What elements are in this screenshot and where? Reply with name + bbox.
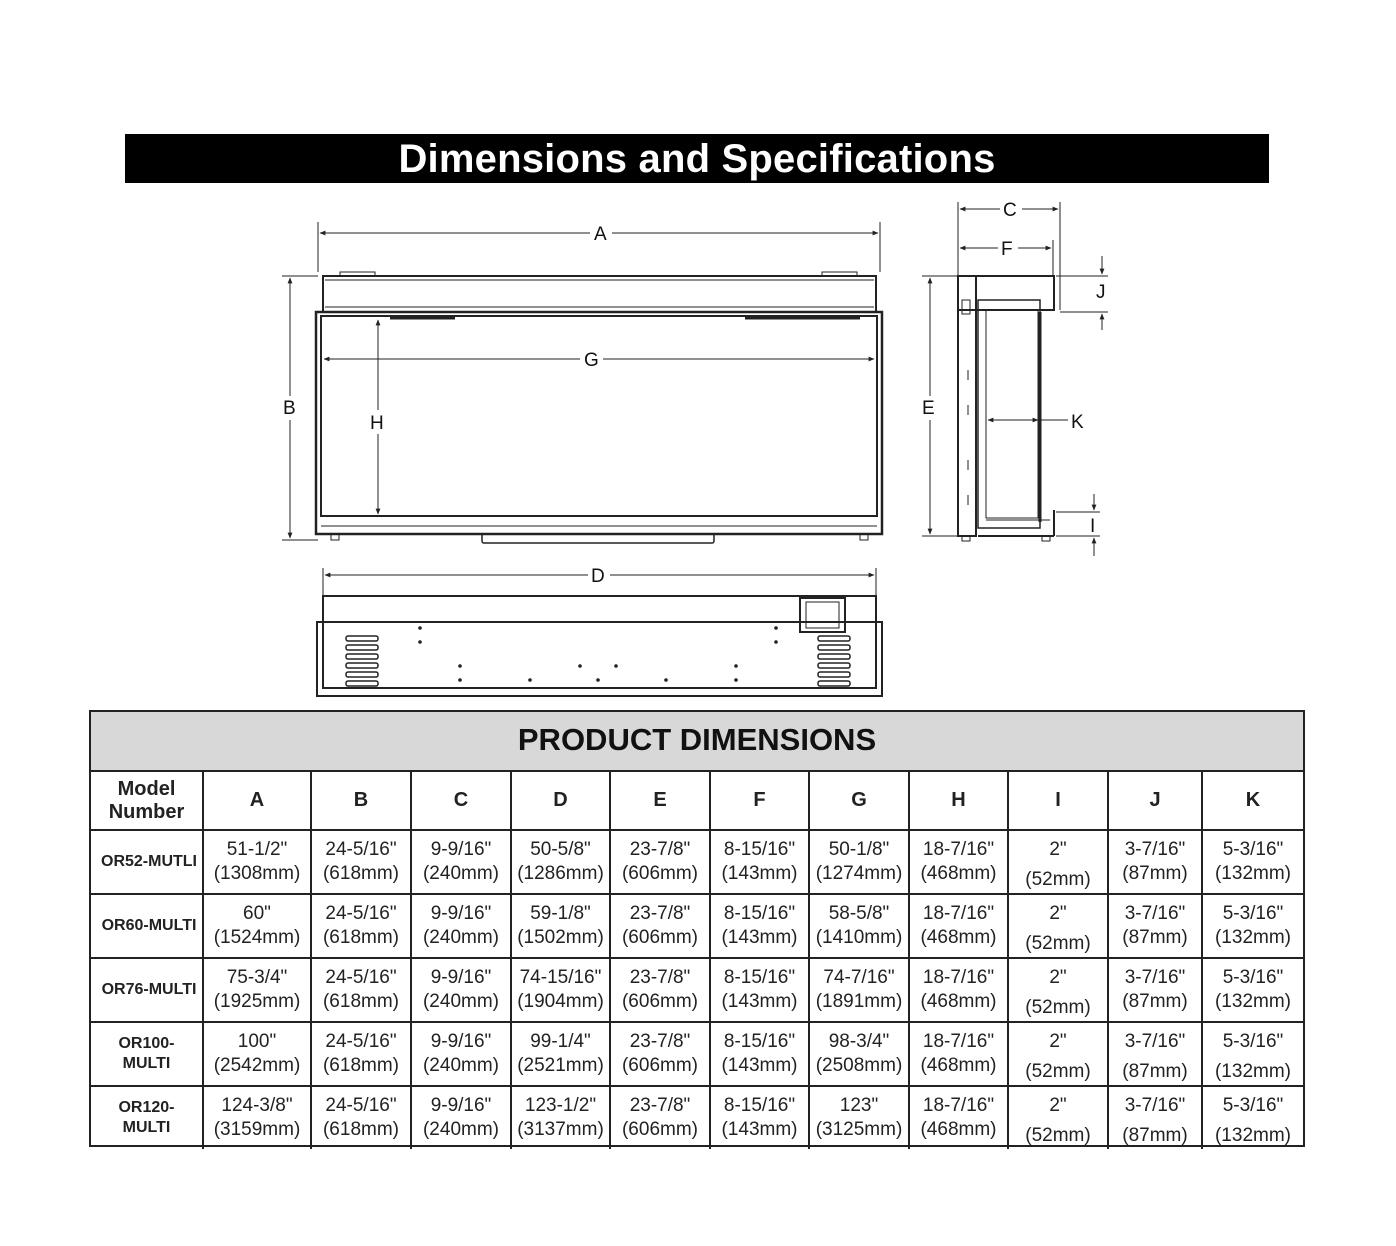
metric-value: (3159mm) (213, 1119, 301, 1140)
header-row (91, 772, 1303, 830)
metric-value: (240mm) (422, 927, 499, 948)
dim-cell-b (311, 958, 411, 1022)
imperial-value: 123" (839, 1095, 879, 1116)
dim-cell-b (311, 1086, 411, 1149)
dim-cell-c (411, 1086, 511, 1149)
imperial-value: 9-9/16" (430, 903, 492, 924)
imperial-value: 124-3/8" (221, 1095, 293, 1116)
metric-value: (468mm) (920, 1119, 997, 1140)
dim-cell-j (1108, 958, 1202, 1022)
dim-cell-f (710, 958, 809, 1022)
metric-value: (606mm) (621, 1119, 698, 1140)
imperial-value: 60" (243, 903, 271, 924)
imperial-value: 50-5/8" (530, 839, 591, 860)
metric-value: (143mm) (721, 927, 798, 948)
model-number-text: MULTI (122, 1055, 171, 1072)
header-number-line: Number (108, 800, 185, 823)
top-view-drawing (317, 568, 882, 696)
metric-value: (132mm) (1214, 863, 1291, 884)
dim-cell-b (311, 894, 411, 958)
imperial-value: 8-15/16" (723, 1031, 796, 1052)
dim-cell-d (511, 958, 610, 1022)
imperial-value: 74-7/16" (823, 967, 895, 988)
imperial-value: 59-1/8" (530, 903, 591, 924)
top-view-screws (418, 626, 778, 682)
dim-cell-a (203, 830, 311, 894)
imperial-value: 23-7/8" (629, 967, 691, 988)
dim-label-j: J (1096, 282, 1106, 303)
product-dimensions-table (89, 710, 1305, 1147)
metric-value: (87mm) (1122, 927, 1188, 948)
dim-cell-k (1202, 894, 1303, 958)
metric-value: (240mm) (422, 1119, 499, 1140)
table-title: PRODUCT DIMENSIONS (91, 712, 1303, 772)
model-number-cell (91, 894, 203, 958)
metric-value: (143mm) (721, 1055, 798, 1076)
metric-value: (3125mm) (815, 1119, 903, 1140)
imperial-value: 2" (1049, 1031, 1067, 1052)
imperial-value: 23-7/8" (629, 1095, 691, 1116)
header-model-line: Model (117, 777, 176, 800)
imperial-value: 18-7/16" (922, 1095, 995, 1116)
imperial-value: 18-7/16" (922, 903, 995, 924)
dim-cell-f (710, 1022, 809, 1086)
imperial-value: 18-7/16" (922, 967, 995, 988)
imperial-value: 24-5/16" (325, 1031, 397, 1052)
metric-value: (618mm) (322, 1119, 399, 1140)
imperial-value: 5-3/16" (1222, 903, 1284, 924)
metric-value: (606mm) (621, 1055, 698, 1076)
imperial-value: 8-15/16" (723, 839, 796, 860)
model-number-text: OR52-MUTLI (101, 853, 197, 870)
imperial-value: 8-15/16" (723, 967, 796, 988)
dim-cell-j (1108, 1086, 1202, 1149)
metric-value: (143mm) (721, 991, 798, 1012)
dim-label-e: E (922, 398, 935, 419)
imperial-value: 24-5/16" (325, 839, 397, 860)
model-number-text: OR76-MULTI (101, 981, 197, 998)
dim-cell-e (610, 958, 710, 1022)
imperial-value: 51-1/2" (226, 839, 288, 860)
dim-cell-j (1108, 1022, 1202, 1086)
dim-cell-g (809, 1022, 909, 1086)
imperial-value: 99-1/4" (530, 1031, 591, 1052)
metric-value: (618mm) (322, 927, 399, 948)
imperial-value: 9-9/16" (430, 1031, 492, 1052)
imperial-value: 3-7/16" (1124, 967, 1186, 988)
metric-value: (52mm) (1025, 869, 1091, 890)
model-number-cell (91, 830, 203, 894)
dim-cell-a (203, 1022, 311, 1086)
header-col-k: K (1202, 772, 1303, 830)
metric-value: (618mm) (322, 1055, 399, 1076)
metric-value: (143mm) (721, 863, 798, 884)
imperial-value: 9-9/16" (430, 1095, 492, 1116)
metric-value: (87mm) (1122, 1061, 1188, 1082)
metric-value: (240mm) (422, 1055, 499, 1076)
dim-cell-d (511, 830, 610, 894)
header-col-c: C (411, 772, 511, 830)
dim-cell-c (411, 830, 511, 894)
imperial-value: 23-7/8" (629, 839, 691, 860)
metric-value: (3137mm) (517, 1119, 604, 1140)
dim-cell-h (909, 830, 1008, 894)
dim-cell-h (909, 1086, 1008, 1149)
dim-cell-e (610, 830, 710, 894)
table-row (91, 1086, 1303, 1149)
header-col-f: F (710, 772, 809, 830)
imperial-value: 8-15/16" (723, 903, 796, 924)
dim-cell-k (1202, 1022, 1303, 1086)
banner-title: Dimensions and Specifications (125, 134, 1269, 183)
metric-value: (87mm) (1122, 991, 1188, 1012)
dim-cell-a (203, 894, 311, 958)
dim-cell-e (610, 1022, 710, 1086)
side-view-drawing (922, 202, 1108, 556)
metric-value: (618mm) (322, 991, 399, 1012)
metric-value: (87mm) (1122, 1125, 1188, 1146)
imperial-value: 3-7/16" (1124, 903, 1186, 924)
dim-cell-h (909, 1022, 1008, 1086)
dim-cell-d (511, 1086, 610, 1149)
metric-value: (2521mm) (517, 1055, 604, 1076)
dim-cell-g (809, 958, 909, 1022)
table-row (91, 894, 1303, 958)
metric-value: (606mm) (621, 927, 698, 948)
dim-label-i: I (1090, 516, 1096, 537)
header-col-a: A (203, 772, 311, 830)
metric-value: (1904mm) (517, 991, 604, 1012)
header-col-i: I (1008, 772, 1108, 830)
metric-value: (52mm) (1025, 933, 1091, 954)
header-col-h: H (909, 772, 1008, 830)
metric-value: (132mm) (1214, 1125, 1291, 1146)
dim-cell-i (1008, 830, 1108, 894)
metric-value: (132mm) (1214, 991, 1291, 1012)
imperial-value: 50-1/8" (828, 839, 890, 860)
dim-cell-k (1202, 830, 1303, 894)
imperial-value: 2" (1049, 903, 1067, 924)
imperial-value: 18-7/16" (922, 839, 995, 860)
imperial-value: 98-3/4" (828, 1031, 890, 1052)
metric-value: (468mm) (920, 927, 997, 948)
dim-cell-c (411, 1022, 511, 1086)
metric-value: (468mm) (920, 1055, 997, 1076)
dim-cell-g (809, 894, 909, 958)
dim-cell-f (710, 1086, 809, 1149)
dim-cell-h (909, 958, 1008, 1022)
model-number-cell (91, 1022, 203, 1086)
dim-cell-h (909, 894, 1008, 958)
header-col-g: G (809, 772, 909, 830)
dim-cell-e (610, 894, 710, 958)
dim-label-a: A (594, 224, 607, 245)
dim-label-f: F (1001, 239, 1013, 260)
dimensions-grid (91, 772, 1303, 1149)
dim-label-k: K (1071, 412, 1084, 433)
dim-cell-i (1008, 958, 1108, 1022)
imperial-value: 5-3/16" (1222, 967, 1284, 988)
imperial-value: 3-7/16" (1124, 839, 1186, 860)
imperial-value: 9-9/16" (430, 839, 492, 860)
metric-value: (1274mm) (815, 863, 903, 884)
dim-cell-j (1108, 894, 1202, 958)
header-col-j: J (1108, 772, 1202, 830)
model-number-text: OR100- (118, 1035, 175, 1052)
imperial-value: 9-9/16" (430, 967, 492, 988)
metric-value: (606mm) (621, 991, 698, 1012)
model-number-text: MULTI (122, 1119, 171, 1136)
dim-cell-b (311, 830, 411, 894)
dim-cell-c (411, 958, 511, 1022)
metric-value: (1502mm) (517, 927, 604, 948)
metric-value: (1308mm) (213, 863, 301, 884)
metric-value: (240mm) (422, 991, 499, 1012)
header-col-e: E (610, 772, 710, 830)
imperial-value: 24-5/16" (325, 967, 397, 988)
imperial-value: 58-5/8" (828, 903, 890, 924)
model-number-text: OR120- (118, 1099, 175, 1116)
header-col-b: B (311, 772, 411, 830)
metric-value: (1925mm) (213, 991, 301, 1012)
dim-cell-f (710, 830, 809, 894)
metric-value: (143mm) (721, 1119, 798, 1140)
metric-value: (52mm) (1025, 1061, 1091, 1082)
dim-cell-b (311, 1022, 411, 1086)
imperial-value: 18-7/16" (922, 1031, 995, 1052)
dim-label-h: H (370, 413, 384, 434)
dim-cell-g (809, 830, 909, 894)
dim-cell-e (610, 1086, 710, 1149)
metric-value: (1524mm) (213, 927, 301, 948)
dim-label-c: C (1003, 200, 1017, 221)
imperial-value: 5-3/16" (1222, 839, 1284, 860)
metric-value: (606mm) (621, 863, 698, 884)
dim-cell-d (511, 1022, 610, 1086)
table-row (91, 1022, 1303, 1086)
header-col-d: D (511, 772, 610, 830)
dim-cell-a (203, 1086, 311, 1149)
imperial-value: 24-5/16" (325, 1095, 397, 1116)
table-row (91, 958, 1303, 1022)
metric-value: (52mm) (1025, 1125, 1091, 1146)
dim-cell-f (710, 894, 809, 958)
imperial-value: 8-15/16" (723, 1095, 796, 1116)
dim-cell-c (411, 894, 511, 958)
imperial-value: 75-3/4" (226, 967, 288, 988)
imperial-value: 2" (1049, 839, 1067, 860)
dim-cell-i (1008, 894, 1108, 958)
metric-value: (618mm) (322, 863, 399, 884)
imperial-value: 3-7/16" (1124, 1095, 1186, 1116)
dim-label-b: B (283, 398, 296, 419)
metric-value: (1410mm) (815, 927, 903, 948)
dim-cell-i (1008, 1086, 1108, 1149)
imperial-value: 23-7/8" (629, 1031, 691, 1052)
metric-value: (52mm) (1025, 997, 1091, 1018)
imperial-value: 2" (1049, 1095, 1067, 1116)
metric-value: (1286mm) (517, 863, 604, 884)
metric-value: (2508mm) (815, 1055, 903, 1076)
imperial-value: 74-15/16" (519, 967, 602, 988)
imperial-value: 2" (1049, 967, 1067, 988)
imperial-value: 100" (237, 1031, 277, 1052)
metric-value: (240mm) (422, 863, 499, 884)
dim-cell-k (1202, 958, 1303, 1022)
front-view-drawing (282, 222, 882, 543)
dim-cell-j (1108, 830, 1202, 894)
model-number-cell (91, 1086, 203, 1149)
dim-label-d: D (591, 566, 605, 587)
dim-label-g: G (584, 350, 599, 371)
metric-value: (2542mm) (213, 1055, 301, 1076)
imperial-value: 5-3/16" (1222, 1095, 1284, 1116)
dim-cell-a (203, 958, 311, 1022)
imperial-value: 3-7/16" (1124, 1031, 1186, 1052)
dim-cell-g (809, 1086, 909, 1149)
metric-value: (87mm) (1122, 863, 1188, 884)
metric-value: (1891mm) (815, 991, 903, 1012)
imperial-value: 24-5/16" (325, 903, 397, 924)
dim-cell-k (1202, 1086, 1303, 1149)
imperial-value: 123-1/2" (524, 1095, 597, 1116)
imperial-value: 5-3/16" (1222, 1031, 1284, 1052)
header-model-number (91, 772, 203, 830)
model-number-cell (91, 958, 203, 1022)
metric-value: (132mm) (1214, 927, 1291, 948)
table-row (91, 830, 1303, 894)
imperial-value: 23-7/8" (629, 903, 691, 924)
metric-value: (132mm) (1214, 1061, 1291, 1082)
metric-value: (468mm) (920, 863, 997, 884)
model-number-text: OR60-MULTI (101, 917, 197, 934)
dim-cell-i (1008, 1022, 1108, 1086)
metric-value: (468mm) (920, 991, 997, 1012)
dim-cell-d (511, 894, 610, 958)
